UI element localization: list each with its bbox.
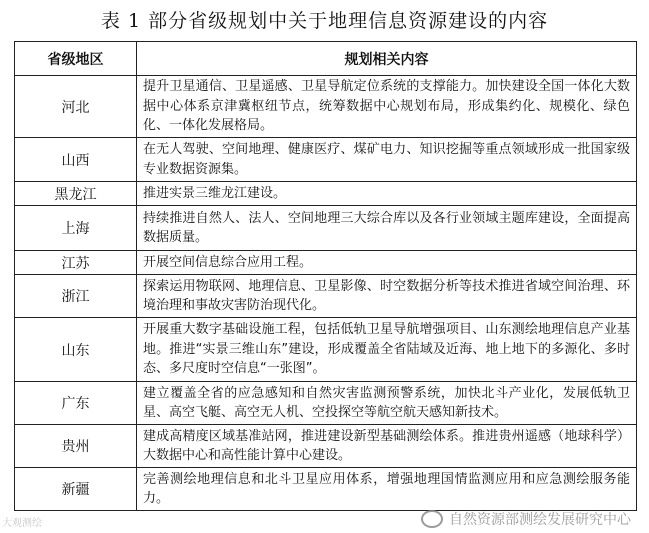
table-header-row <box>15 42 637 76</box>
province-cell: 新疆 <box>15 468 137 511</box>
content-cell: 建成高精度区域基准站网，推进建设新型基础测绘体系。推进贵州遥感（地球科学）大数据中心和高性能计算中心建设。 <box>137 425 637 468</box>
province-cell: 山东 <box>15 318 137 382</box>
province-cell: 江苏 <box>15 251 137 275</box>
content-cell: 完善测绘地理信息和北斗卫星应用体系，增强地理国情监测应用和应急测绘服务能力。 <box>137 468 637 511</box>
province-cell: 浙江 <box>15 275 137 318</box>
province-cell: 河北 <box>15 76 137 138</box>
province-cell: 山西 <box>15 138 137 182</box>
plan-table <box>14 41 637 511</box>
content-cell: 开展空间信息综合应用工程。 <box>137 251 637 275</box>
province-cell: 广东 <box>15 382 137 425</box>
content-cell: 推进实景三维龙江建设。 <box>137 182 637 206</box>
table-row <box>15 138 637 182</box>
table-row <box>15 425 637 468</box>
table-caption: 表 1 部分省级规划中关于地理信息资源建设的内容 <box>100 10 549 32</box>
watermark-text: 自然资源部测绘发展研究中心 <box>449 512 631 528</box>
table-row <box>15 468 637 511</box>
content-cell: 持续推进自然人、法人、空间地理三大综合库以及各行业领域主题库建设，全面提高数据质量。 <box>137 206 637 251</box>
content-cell: 在无人驾驶、空间地理、健康医疗、煤矿电力、知识挖掘等重点领域形成一批国家级专业数据资源集。 <box>137 138 637 182</box>
source-watermark <box>421 509 631 529</box>
table-row <box>15 318 637 382</box>
table-row <box>15 251 637 275</box>
corner-watermark: 大观测绘 <box>2 518 42 529</box>
province-cell: 贵州 <box>15 425 137 468</box>
province-cell: 上海 <box>15 206 137 251</box>
wechat-icon <box>421 510 443 528</box>
table-row <box>15 275 637 318</box>
content-cell: 开展重大数字基础设施工程，包括低轨卫星导航增强项目、山东测绘地理信息产业基地。推进“实景三维山东”建设，形成覆盖全省陆域及近海、地上地下的多源化、多时态、多尺度时空信息“一张图”。 <box>137 318 637 382</box>
table-row <box>15 76 637 138</box>
province-cell: 黑龙江 <box>15 182 137 206</box>
header-province: 省级地区 <box>15 42 137 76</box>
table-row <box>15 182 637 206</box>
content-cell: 探索运用物联网、地理信息、卫星影像、时空数据分析等技术推进省域空间治理、环境治理和事故灾害防治现代化。 <box>137 275 637 318</box>
content-cell: 建立覆盖全省的应急感知和自然灾害监测预警系统，加快北斗产业化，发展低轨卫星、高空飞艇、高空无人机、空投探空等航空航天感知新技术。 <box>137 382 637 425</box>
table-row <box>15 382 637 425</box>
content-cell: 提升卫星通信、卫星遥感、卫星导航定位系统的支撑能力。加快建设全国一体化大数据中心体系京津冀枢纽节点，统筹数据中心规划布局，形成集约化、规模化、绿色化、一体化发展格局。 <box>137 76 637 138</box>
table-row <box>15 206 637 251</box>
header-content: 规划相关内容 <box>137 42 637 76</box>
